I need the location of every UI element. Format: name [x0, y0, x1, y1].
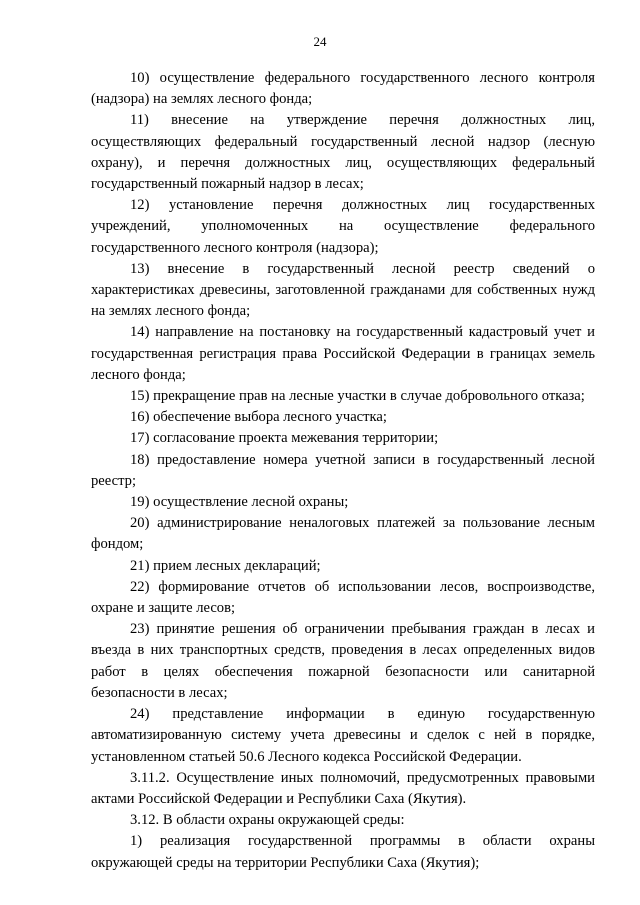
document-body — [91, 68, 595, 874]
paragraph-item-21: 21) прием лесных деклараций; — [130, 557, 321, 574]
section-3-11-2: 3.11.2. Осуществление иных полномочий, предусмотренных правовыми актами Российской Федерации и Республики Саха (Якутия). — [91, 769, 595, 807]
paragraph-item-23: 23) принятие решения об ограничении пребывания граждан в лесах и въезда в них транспортных средств, проведения в лесах определенных видов работ в целях обеспечения пожарной безопасности или санитарной безопасности в лесах; — [91, 621, 595, 701]
section-3-12-heading: 3.12. В области охраны окружающей среды: — [130, 812, 405, 829]
page-number: 24 — [313, 34, 327, 49]
paragraph-item-15: 15) прекращение прав на лесные участки в случае добровольного отказа; — [130, 388, 585, 405]
paragraph-item-14: 14) направление на постановку на государственный кадастровый учет и государственная регистрация права Российской Федерации в границах земель лесного фонда; — [91, 324, 595, 383]
paragraph-item-12: 12) установление перечня должностных лиц государственных учреждений, уполномоченных на осуществление федерального государственного лесного контроля (надзора); — [91, 197, 595, 256]
paragraph-item-13: 13) внесение в государственный лесной реестр сведений о характеристиках древесины, заготовленной гражданами для собственных нужд на землях лесного фонда; — [91, 260, 595, 320]
paragraph-item-19: 19) осуществление лесной охраны; — [130, 494, 349, 511]
paragraph-item-3-12-1: 1) реализация государственной программы в области охраны окружающей среды на территории Республики Саха (Якутия); — [91, 833, 595, 871]
paragraph-item-22: 22) формирование отчетов об использовании лесов, воспроизводстве, охране и защите лесов; — [91, 578, 595, 617]
paragraph-item-11: 11) внесение на утверждение перечня должностных лиц, осуществляющих федеральный государственный лесной надзор (лесную охрану), и перечня должностных лиц, осуществляющих федеральный государственный пожарный надзор в лесах; — [91, 112, 595, 193]
paragraph-item-17: 17) согласование проекта межевания территории; — [130, 430, 439, 447]
paragraph-item-20: 20) администрирование неналоговых платежей за пользование лесным фондом; — [91, 515, 595, 553]
paragraph-item-10: 10) осуществление федерального государственного лесного контроля (надзора) на землях лесного фонда; — [91, 70, 595, 108]
paragraph-item-24: 24) представление информации в единую государственную автоматизированную систему учета древесины и сделок с ней в порядке, установленном статьей 50.6 Лесного кодекса Российской Федерации. — [91, 706, 595, 765]
paragraph-item-16: 16) обеспечение выбора лесного участка; — [130, 409, 387, 426]
paragraph-item-18: 18) предоставление номера учетной записи в государственный лесной реестр; — [91, 451, 595, 489]
